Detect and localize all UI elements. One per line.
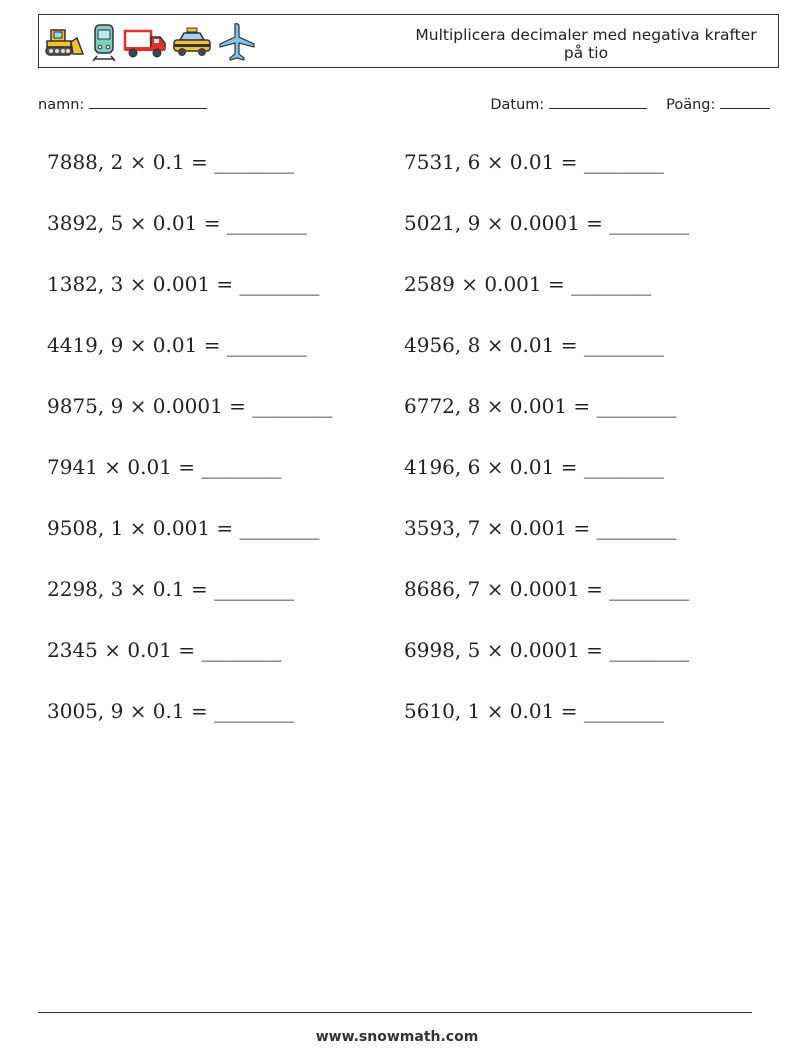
problem-right-10: 5610, 1 × 0.01 = ________ xyxy=(404,699,664,723)
problem-right-4: 4956, 8 × 0.01 = ________ xyxy=(404,333,664,357)
bulldozer-icon xyxy=(43,24,85,60)
airplane-icon xyxy=(217,22,257,62)
problem-right-5: 6772, 8 × 0.001 = ________ xyxy=(404,394,677,418)
problem-left-5: 9875, 9 × 0.0001 = ________ xyxy=(47,394,333,418)
problem-right-1: 7531, 6 × 0.01 = ________ xyxy=(404,150,664,174)
problem-right-8: 8686, 7 × 0.0001 = ________ xyxy=(404,577,690,601)
name-blank[interactable] xyxy=(89,95,207,109)
problem-left-3: 1382, 3 × 0.001 = ________ xyxy=(47,272,320,296)
problem-right-3: 2589 × 0.001 = ________ xyxy=(404,272,652,296)
problem-left-4: 4419, 9 × 0.01 = ________ xyxy=(47,333,307,357)
tram-icon xyxy=(89,22,119,62)
problem-left-1: 7888, 2 × 0.1 = ________ xyxy=(47,150,295,174)
problem-left-2: 3892, 5 × 0.01 = ________ xyxy=(47,211,307,235)
date-label: Datum: xyxy=(490,97,545,113)
problem-right-6: 4196, 6 × 0.01 = ________ xyxy=(404,455,664,479)
footer-divider xyxy=(38,1012,752,1013)
problem-right-2: 5021, 9 × 0.0001 = ________ xyxy=(404,211,690,235)
truck-icon xyxy=(123,25,167,59)
name-field xyxy=(38,95,207,113)
problem-left-7: 9508, 1 × 0.001 = ________ xyxy=(47,516,320,540)
page-title: Multiplicera decimaler med negativa krafter på tio xyxy=(415,26,757,62)
name-label: namn: xyxy=(38,97,85,113)
score-blank[interactable] xyxy=(720,95,770,109)
score-label: Poäng: xyxy=(666,97,716,113)
date-blank[interactable] xyxy=(549,95,647,109)
problem-right-9: 6998, 5 × 0.0001 = ________ xyxy=(404,638,690,662)
problem-left-10: 3005, 9 × 0.1 = ________ xyxy=(47,699,295,723)
problem-left-6: 7941 × 0.01 = ________ xyxy=(47,455,282,479)
problem-left-9: 2345 × 0.01 = ________ xyxy=(47,638,282,662)
problem-left-8: 2298, 3 × 0.1 = ________ xyxy=(47,577,295,601)
footer-url: www.snowmath.com xyxy=(315,1029,479,1045)
header-box xyxy=(38,14,779,68)
problem-right-7: 3593, 7 × 0.001 = ________ xyxy=(404,516,677,540)
date-score-fields xyxy=(490,95,770,113)
taxi-icon xyxy=(171,25,213,59)
header-icons xyxy=(43,21,257,63)
